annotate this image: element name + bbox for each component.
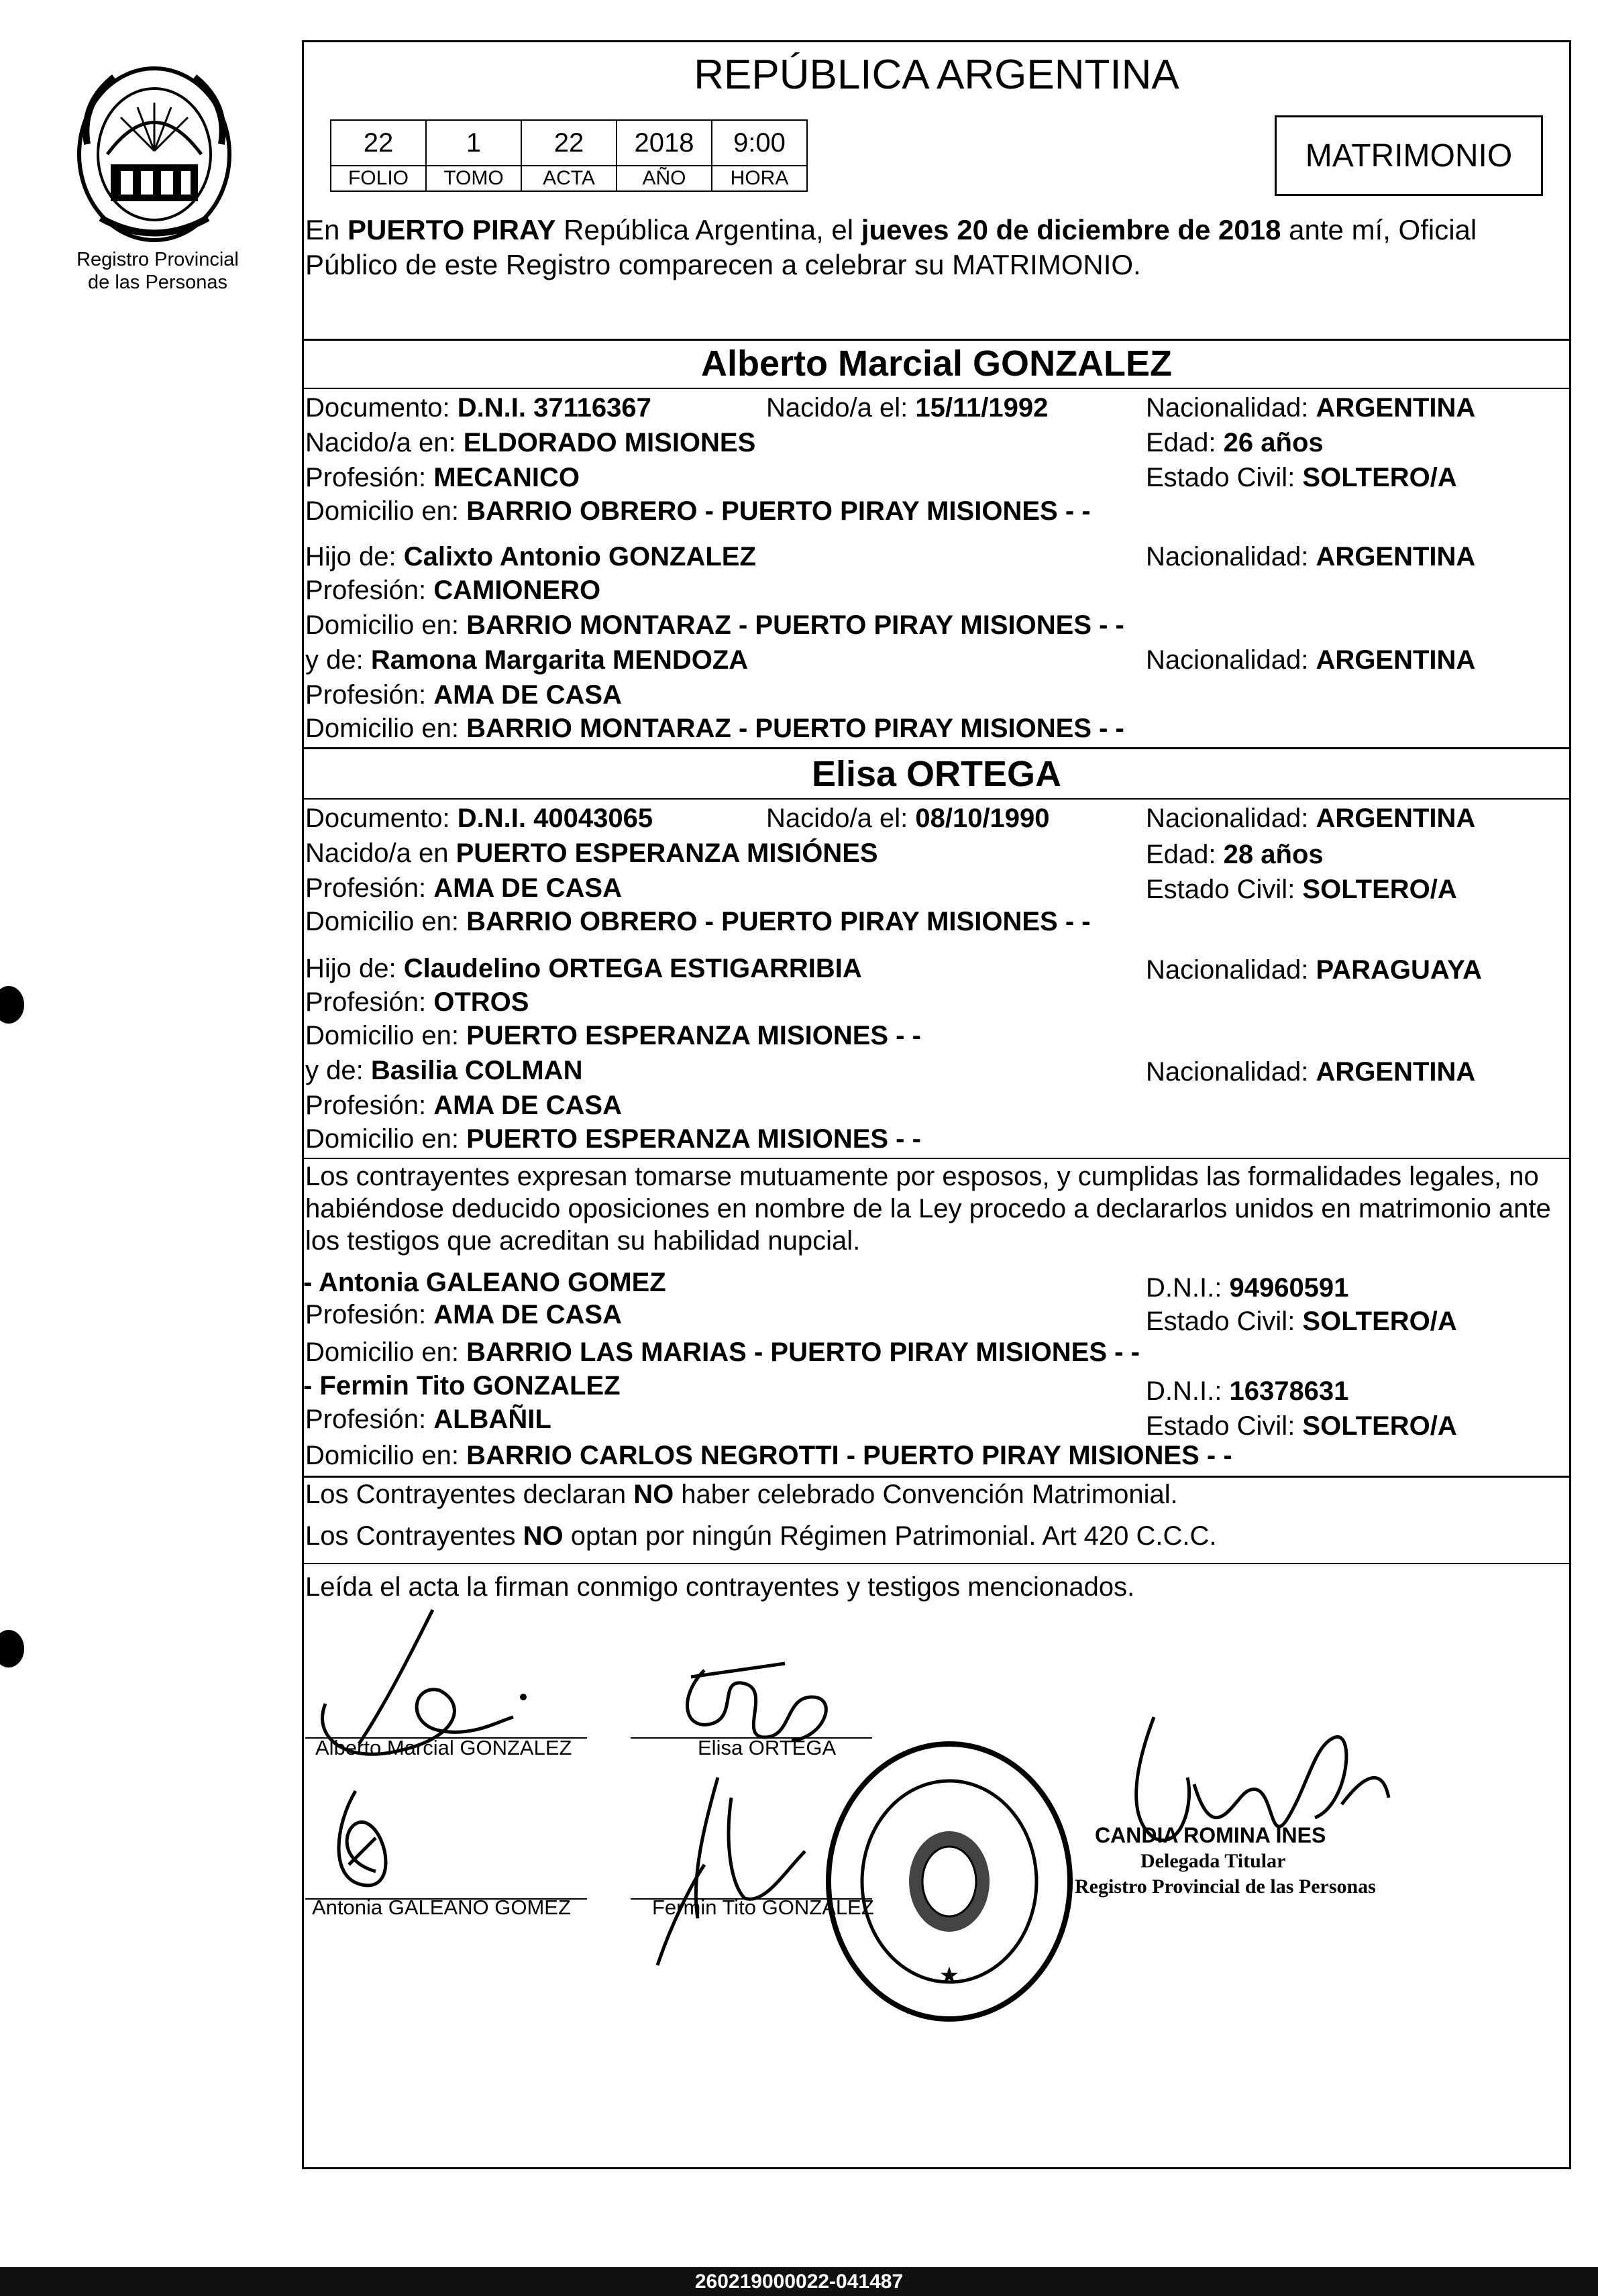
signature-name-3: Antonia GALEANO GOMEZ <box>312 1896 571 1919</box>
spouse1-civil-status <box>1146 461 1457 494</box>
value: AMA DE CASA <box>433 1300 622 1329</box>
label: Edad: <box>1146 428 1224 457</box>
svg-text:★: ★ <box>940 1965 959 1987</box>
spouse2-mother-address <box>305 1123 921 1155</box>
logo-caption-line2: de las Personas <box>88 272 227 293</box>
witness2-profession <box>305 1403 551 1435</box>
spouse1-mother-name: Ramona Margarita MENDOZA <box>370 645 749 675</box>
spouse1-father-name: Calixto Antonio GONZALEZ <box>403 542 756 571</box>
spouse2-age <box>1146 838 1324 871</box>
witness1-profession <box>305 1299 622 1331</box>
spouse2-birthplace <box>305 837 878 869</box>
label: Domicilio en: <box>305 714 467 743</box>
acta-value: 22 <box>521 120 617 166</box>
label: Hijo de: <box>305 542 404 571</box>
folio-value: 22 <box>331 120 426 166</box>
reference-labels-row <box>331 166 807 191</box>
spouse1-name: Alberto Marcial GONZALEZ <box>700 343 1173 384</box>
officer-title: Delegada Titular <box>1140 1850 1286 1872</box>
label: y de: <box>305 1056 371 1085</box>
value: ARGENTINA <box>1316 542 1476 571</box>
logo-caption-line1: Registro Provincial <box>76 249 239 270</box>
label: Edad: <box>1146 840 1224 869</box>
emphasis: NO <box>523 1521 564 1551</box>
spouse1-dni: D.N.I. 37116367 <box>457 393 651 423</box>
official-seal <box>822 1737 1077 2026</box>
label: Estado Civil: <box>1146 875 1303 904</box>
spouse2-mother <box>305 1054 582 1087</box>
text: Los Contrayentes <box>305 1521 523 1551</box>
text: haber celebrado Convención Matrimonial. <box>674 1480 1178 1509</box>
intro-line1 <box>305 213 1477 247</box>
spouse2-document <box>305 802 653 834</box>
witness1-civil-status <box>1146 1305 1457 1337</box>
spouse1-father <box>305 541 756 573</box>
spouse1-mother-nationality <box>1146 644 1475 676</box>
intro-date: jueves 20 de diciembre de 2018 <box>861 214 1281 245</box>
label: Nacionalidad: <box>1146 1057 1316 1087</box>
value: 16378631 <box>1229 1376 1349 1406</box>
label: Domicilio en: <box>305 496 467 526</box>
convention-line1 <box>305 1478 1178 1511</box>
label: Nacido/a el: <box>766 804 916 833</box>
spouse1-father-profession <box>305 574 600 606</box>
label: Profesión: <box>305 463 434 492</box>
spouse2-birthdate <box>766 802 1050 834</box>
value: BARRIO MONTARAZ - PUERTO PIRAY MISIONES - - <box>466 610 1124 640</box>
label: Domicilio en: <box>305 610 467 640</box>
document-title: REPÚBLICA ARGENTINA <box>694 52 1179 98</box>
spouse1-mother <box>305 644 748 676</box>
spouse1-age-value: 26 años <box>1223 428 1324 457</box>
label: Nacionalidad: <box>1146 955 1316 985</box>
label: Nacido/a en: <box>305 428 464 457</box>
coat-of-arms-icon <box>74 64 235 245</box>
witness1-name: - Antonia GALEANO GOMEZ <box>303 1268 666 1297</box>
folio-label: FOLIO <box>331 166 426 191</box>
declaration-line1: Los contrayentes expresan tomarse mutuamente por esposos, y cumplidas las formalidades legales, no <box>305 1162 1539 1191</box>
label: Profesión: <box>305 987 434 1017</box>
intro-place: PUERTO PIRAY <box>348 214 556 245</box>
reference-values-row <box>331 120 807 166</box>
footer-bar <box>0 2267 1598 2296</box>
value: 94960591 <box>1229 1273 1349 1303</box>
intro-text: ante mí, Oficial <box>1281 214 1477 245</box>
signature-name-2: Elisa ORTEGA <box>698 1736 837 1759</box>
registry-logo <box>74 64 235 245</box>
spouse1-mother-address <box>305 712 1124 745</box>
officer-name: CANDIA ROMINA INES <box>1095 1823 1326 1847</box>
closing-statement: Leída el acta la firman conmigo contrayentes y testigos mencionados. <box>305 1572 1135 1602</box>
value: BARRIO LAS MARIAS - PUERTO PIRAY MISIONES - - <box>466 1337 1140 1367</box>
label: Profesión: <box>305 1091 434 1120</box>
label: Nacionalidad: <box>1146 645 1316 675</box>
intro-text: República Argentina, el <box>555 214 861 245</box>
tomo-label: TOMO <box>426 166 521 191</box>
spouse1-birthdate <box>766 392 1048 424</box>
spouse2-father-address <box>305 1020 921 1052</box>
witness2-address <box>305 1439 1232 1472</box>
label: D.N.I.: <box>1146 1376 1230 1406</box>
spouse1-civil-value: SOLTERO/A <box>1302 463 1457 492</box>
label: Nacido/a en <box>305 838 456 868</box>
witness1-dni <box>1146 1272 1348 1304</box>
witness2-civil-status <box>1146 1410 1457 1442</box>
witness1-address <box>305 1336 1140 1368</box>
spouse2-dni: D.N.I. 40043065 <box>457 804 653 833</box>
label: Estado Civil: <box>1146 1411 1303 1441</box>
spouse2-nationality-value: ARGENTINA <box>1316 804 1476 833</box>
section-divider <box>302 388 1571 389</box>
value: SOLTERO/A <box>1302 1411 1457 1441</box>
act-type-label: MATRIMONIO <box>1305 138 1513 174</box>
label: Domicilio en: <box>305 1337 467 1367</box>
declaration-line3: los testigos que acreditan su habilidad nupcial. <box>305 1226 861 1256</box>
label: Hijo de: <box>305 954 404 983</box>
spouse2-father-name: Claudelino ORTEGA ESTIGARRIBIA <box>403 954 862 983</box>
spouse2-address <box>305 906 1091 938</box>
value: BARRIO MONTARAZ - PUERTO PIRAY MISIONES - - <box>466 714 1124 743</box>
spouse1-address <box>305 495 1091 527</box>
value: PARAGUAYA <box>1316 955 1482 985</box>
spouse2-address-value: BARRIO OBRERO - PUERTO PIRAY MISIONES - - <box>466 907 1091 936</box>
spouse1-birthplace <box>305 427 755 459</box>
label: Documento: <box>305 804 458 833</box>
spouse2-age-value: 28 años <box>1223 840 1324 869</box>
spouse2-mother-profession <box>305 1089 622 1122</box>
hora-value: 9:00 <box>712 120 807 166</box>
spouse2-profession-value: AMA DE CASA <box>433 873 622 903</box>
declaration-line2: habiéndose deducido oposiciones en nombre de la Ley procedo a declararlos unidos en matrimonio ante <box>305 1194 1551 1223</box>
spouse1-nationality <box>1146 392 1475 424</box>
label: Profesión: <box>305 576 434 605</box>
value: BARRIO CARLOS NEGROTTI - PUERTO PIRAY MISIONES - - <box>466 1441 1232 1470</box>
label: Nacionalidad: <box>1146 542 1316 571</box>
signature-scribble-4 <box>631 1771 818 1972</box>
label: D.N.I.: <box>1146 1273 1230 1303</box>
label: Nacionalidad: <box>1146 393 1316 423</box>
act-type-box <box>1275 115 1543 196</box>
spouse2-mother-name: Basilia COLMAN <box>370 1056 583 1085</box>
spouse2-father-profession <box>305 986 529 1018</box>
value: CAMIONERO <box>433 576 601 605</box>
value: AMA DE CASA <box>433 1091 622 1120</box>
label: Domicilio en: <box>305 1441 467 1470</box>
spouse2-profession <box>305 872 622 904</box>
section-divider <box>302 747 1571 749</box>
spouse2-birthdate-value: 08/10/1990 <box>915 804 1050 833</box>
label: y de: <box>305 645 371 675</box>
signature-name-1: Alberto Marcial GONZALEZ <box>315 1736 572 1759</box>
label: Documento: <box>305 393 458 423</box>
spouse1-father-address <box>305 609 1124 641</box>
spouse1-document <box>305 392 651 424</box>
spouse1-birthplace-value: ELDORADO MISIONES <box>463 428 756 457</box>
spouse2-nationality <box>1146 802 1475 834</box>
value: PUERTO ESPERANZA MISIONES - - <box>466 1124 921 1154</box>
acta-label: ACTA <box>521 166 617 191</box>
spouse2-civil-value: SOLTERO/A <box>1302 875 1457 904</box>
label: Nacido/a el: <box>766 393 916 423</box>
spouse2-name: Elisa ORTEGA <box>811 754 1062 794</box>
logo-caption <box>47 248 268 294</box>
spouse1-profession-value: MECANICO <box>433 463 580 492</box>
intro-line2: Público de este Registro comparecen a celebrar su MATRIMONIO. <box>305 249 1141 280</box>
label: Estado Civil: <box>1146 1307 1303 1336</box>
spouse2-civil-status <box>1146 873 1457 906</box>
value: ARGENTINA <box>1316 645 1476 675</box>
spouse1-profession <box>305 461 580 494</box>
value: PUERTO ESPERANZA MISIONES - - <box>466 1021 921 1050</box>
intro-text: En <box>305 214 348 245</box>
spouse2-birthplace-value: PUERTO ESPERANZA MISIÓNES <box>456 838 878 868</box>
spouse1-nationality-value: ARGENTINA <box>1316 393 1476 423</box>
label: Profesión: <box>305 1300 434 1329</box>
seal-ring-icon <box>822 1737 1077 2026</box>
label: Profesión: <box>305 873 434 903</box>
emphasis: NO <box>633 1480 674 1509</box>
label: Domicilio en: <box>305 1124 467 1154</box>
spouse1-mother-profession <box>305 679 622 711</box>
witness2-dni <box>1146 1375 1348 1407</box>
value: OTROS <box>433 987 529 1017</box>
document-code: 260219000022-041487 <box>694 2270 904 2293</box>
label: Profesión: <box>305 1405 434 1434</box>
label: Nacionalidad: <box>1146 804 1316 833</box>
text: optan por ningún Régimen Patrimonial. Art 420 C.C.C. <box>563 1521 1217 1551</box>
value: SOLTERO/A <box>1302 1307 1457 1336</box>
binder-hole <box>0 986 24 1024</box>
signature-name-4: Fermin Tito GONZALEZ <box>652 1896 874 1919</box>
reference-table <box>330 119 808 192</box>
label: Domicilio en: <box>305 1021 467 1050</box>
label: Estado Civil: <box>1146 463 1303 492</box>
signature-scribble-3 <box>315 1784 423 1905</box>
binder-hole <box>0 1630 24 1668</box>
witness2-name: - Fermin Tito GONZALEZ <box>303 1371 621 1401</box>
spouse2-father-nationality <box>1146 954 1482 986</box>
anio-label: AÑO <box>617 166 712 191</box>
label: Profesión: <box>305 680 434 710</box>
text: Los Contrayentes declaran <box>305 1480 634 1509</box>
anio-value: 2018 <box>617 120 712 166</box>
label: Domicilio en: <box>305 907 467 936</box>
section-divider <box>302 1563 1571 1564</box>
spouse1-address-value: BARRIO OBRERO - PUERTO PIRAY MISIONES - - <box>466 496 1091 526</box>
hora-label: HORA <box>712 166 807 191</box>
tomo-value: 1 <box>426 120 521 166</box>
officer-office: Registro Provincial de las Personas <box>1075 1875 1376 1898</box>
section-divider <box>302 798 1571 800</box>
spouse1-birthdate-value: 15/11/1992 <box>915 393 1049 423</box>
section-divider <box>302 1476 1571 1478</box>
value: ARGENTINA <box>1316 1057 1476 1087</box>
spouse1-age <box>1146 427 1324 459</box>
spouse2-father <box>305 952 862 985</box>
convention-line2 <box>305 1520 1217 1552</box>
section-divider <box>302 1158 1571 1159</box>
value: AMA DE CASA <box>433 680 622 710</box>
spouse1-father-nationality <box>1146 541 1475 573</box>
value: ALBAÑIL <box>433 1405 551 1434</box>
spouse2-mother-nationality <box>1146 1056 1475 1088</box>
